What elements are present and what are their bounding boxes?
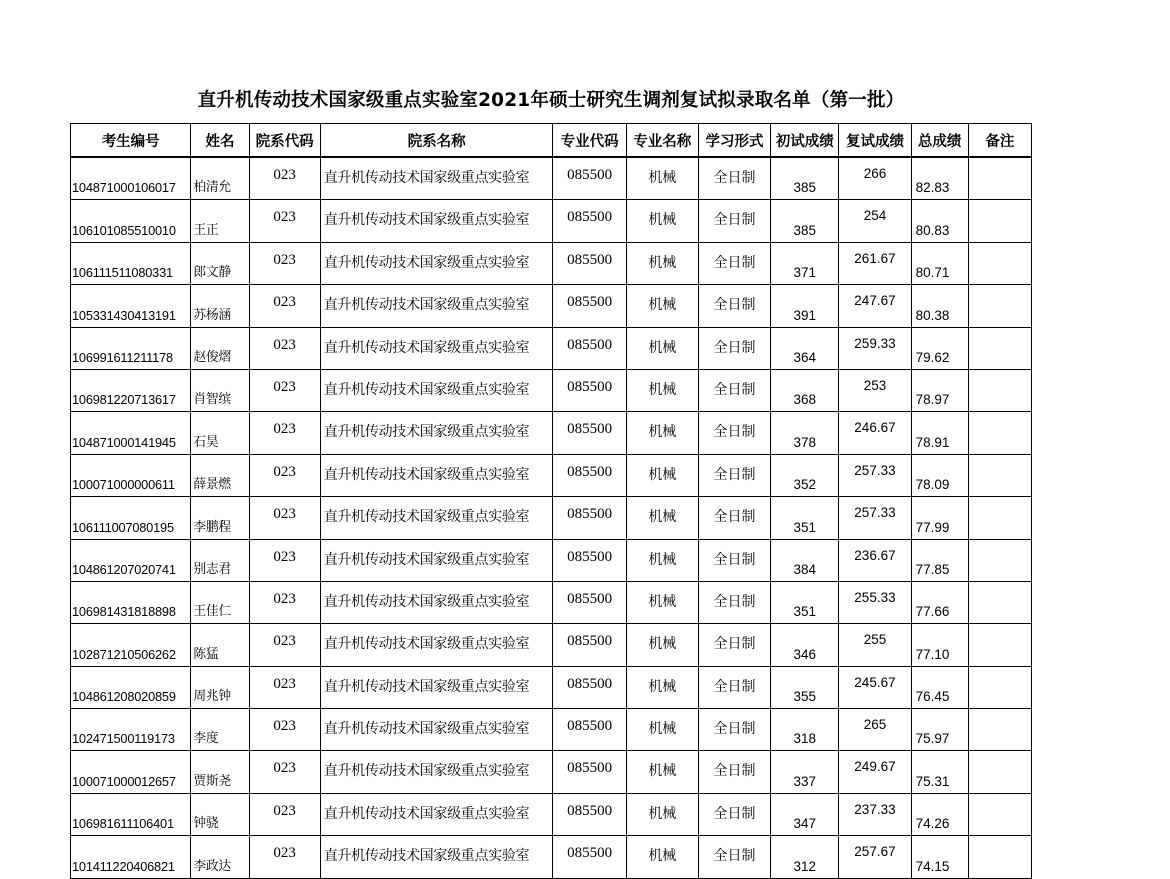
name-cell: 李度 <box>191 709 249 751</box>
major-code-cell: 085500 <box>553 497 626 539</box>
table-row <box>71 539 1032 581</box>
total-score-cell: 77.66 <box>911 581 968 623</box>
header-study-mode: 学习形式 <box>698 124 770 158</box>
initial-score-cell: 352 <box>771 454 839 496</box>
header-retest-score: 复试成绩 <box>839 124 911 158</box>
study-mode-cell: 全日制 <box>698 709 770 751</box>
retest-score-cell: 237.33 <box>839 793 911 835</box>
initial-score-cell: 351 <box>771 497 839 539</box>
note-cell <box>968 454 1031 496</box>
note-cell <box>968 709 1031 751</box>
candidate-id-cell: 101411220406821 <box>71 836 191 878</box>
major-code-cell: 085500 <box>553 242 626 284</box>
major-name-cell: 机械 <box>626 157 698 200</box>
total-score-cell: 77.85 <box>911 539 968 581</box>
major-code-cell: 085500 <box>553 751 626 793</box>
major-name-cell: 机械 <box>626 242 698 284</box>
total-score-cell: 77.10 <box>911 624 968 666</box>
total-score-cell: 78.91 <box>911 412 968 454</box>
study-mode-cell: 全日制 <box>698 751 770 793</box>
initial-score-cell: 385 <box>771 200 839 242</box>
candidate-id-cell: 104871000141945 <box>71 412 191 454</box>
major-name-cell: 机械 <box>626 624 698 666</box>
retest-score-cell: 265 <box>839 709 911 751</box>
major-code-cell: 085500 <box>553 709 626 751</box>
candidate-id-cell: 102471500119173 <box>71 709 191 751</box>
retest-score-cell: 257.33 <box>839 454 911 496</box>
candidate-id-cell: 106111007080195 <box>71 497 191 539</box>
dept-name-cell: 直升机传动技术国家级重点实验室 <box>320 666 553 708</box>
major-name-cell: 机械 <box>626 200 698 242</box>
total-score-cell: 75.31 <box>911 751 968 793</box>
study-mode-cell: 全日制 <box>698 242 770 284</box>
dept-code-cell: 023 <box>249 242 320 284</box>
note-cell <box>968 497 1031 539</box>
major-code-cell: 085500 <box>553 836 626 878</box>
total-score-cell: 78.09 <box>911 454 968 496</box>
candidate-id-cell: 102871210506262 <box>71 624 191 666</box>
study-mode-cell: 全日制 <box>698 412 770 454</box>
dept-code-cell: 023 <box>249 369 320 411</box>
major-name-cell: 机械 <box>626 751 698 793</box>
initial-score-cell: 368 <box>771 369 839 411</box>
retest-score-cell: 257.67 <box>839 836 911 878</box>
dept-code-cell: 023 <box>249 285 320 327</box>
dept-name-cell: 直升机传动技术国家级重点实验室 <box>320 709 553 751</box>
retest-score-cell: 247.67 <box>839 285 911 327</box>
dept-name-cell: 直升机传动技术国家级重点实验室 <box>320 751 553 793</box>
note-cell <box>968 751 1031 793</box>
name-cell: 陈猛 <box>191 624 249 666</box>
name-cell: 李鹏程 <box>191 497 249 539</box>
retest-score-cell: 236.67 <box>839 539 911 581</box>
total-score-cell: 82.83 <box>911 157 968 200</box>
dept-code-cell: 023 <box>249 497 320 539</box>
dept-code-cell: 023 <box>249 666 320 708</box>
candidate-id-cell: 104861207020741 <box>71 539 191 581</box>
initial-score-cell: 312 <box>771 836 839 878</box>
name-cell: 赵俊熠 <box>191 327 249 369</box>
table-row <box>71 157 1032 200</box>
name-cell: 柏清允 <box>191 157 249 200</box>
initial-score-cell: 351 <box>771 581 839 623</box>
total-score-cell: 78.97 <box>911 369 968 411</box>
table-row <box>71 412 1032 454</box>
initial-score-cell: 391 <box>771 285 839 327</box>
name-cell: 贾斯尧 <box>191 751 249 793</box>
study-mode-cell: 全日制 <box>698 285 770 327</box>
name-cell: 郎文静 <box>191 242 249 284</box>
total-score-cell: 76.45 <box>911 666 968 708</box>
note-cell <box>968 157 1031 200</box>
header-candidate-id: 考生编号 <box>71 124 191 158</box>
candidate-id-cell: 100071000012657 <box>71 751 191 793</box>
name-cell: 苏杨涵 <box>191 285 249 327</box>
major-name-cell: 机械 <box>626 497 698 539</box>
header-major-code: 专业代码 <box>553 124 626 158</box>
table-row <box>71 327 1032 369</box>
total-score-cell: 80.38 <box>911 285 968 327</box>
note-cell <box>968 369 1031 411</box>
note-cell <box>968 836 1031 878</box>
table-row <box>71 793 1032 835</box>
dept-code-cell: 023 <box>249 157 320 200</box>
major-code-cell: 085500 <box>553 793 626 835</box>
table-row <box>71 709 1032 751</box>
dept-code-cell: 023 <box>249 412 320 454</box>
major-code-cell: 085500 <box>553 624 626 666</box>
major-code-cell: 085500 <box>553 157 626 200</box>
dept-name-cell: 直升机传动技术国家级重点实验室 <box>320 793 553 835</box>
major-name-cell: 机械 <box>626 369 698 411</box>
study-mode-cell: 全日制 <box>698 581 770 623</box>
dept-code-cell: 023 <box>249 539 320 581</box>
initial-score-cell: 346 <box>771 624 839 666</box>
dept-code-cell: 023 <box>249 327 320 369</box>
name-cell: 王正 <box>191 200 249 242</box>
dept-code-cell: 023 <box>249 624 320 666</box>
dept-code-cell: 023 <box>249 200 320 242</box>
table-row <box>71 624 1032 666</box>
note-cell <box>968 539 1031 581</box>
retest-score-cell: 254 <box>839 200 911 242</box>
table-row <box>71 285 1032 327</box>
retest-score-cell: 255 <box>839 624 911 666</box>
note-cell <box>968 285 1031 327</box>
note-cell <box>968 242 1031 284</box>
major-code-cell: 085500 <box>553 327 626 369</box>
name-cell: 薛景燃 <box>191 454 249 496</box>
candidate-id-cell: 106981611106401 <box>71 793 191 835</box>
total-score-cell: 77.99 <box>911 497 968 539</box>
header-dept-code: 院系代码 <box>249 124 320 158</box>
note-cell <box>968 666 1031 708</box>
major-code-cell: 085500 <box>553 454 626 496</box>
candidate-id-cell: 106981220713617 <box>71 369 191 411</box>
retest-score-cell: 253 <box>839 369 911 411</box>
study-mode-cell: 全日制 <box>698 624 770 666</box>
study-mode-cell: 全日制 <box>698 497 770 539</box>
name-cell: 肖智缤 <box>191 369 249 411</box>
total-score-cell: 74.15 <box>911 836 968 878</box>
major-name-cell: 机械 <box>626 581 698 623</box>
table-row <box>71 454 1032 496</box>
retest-score-cell: 257.33 <box>839 497 911 539</box>
study-mode-cell: 全日制 <box>698 157 770 200</box>
dept-name-cell: 直升机传动技术国家级重点实验室 <box>320 454 553 496</box>
dept-code-cell: 023 <box>249 581 320 623</box>
note-cell <box>968 200 1031 242</box>
study-mode-cell: 全日制 <box>698 539 770 581</box>
study-mode-cell: 全日制 <box>698 327 770 369</box>
note-cell <box>968 624 1031 666</box>
dept-code-cell: 023 <box>249 793 320 835</box>
table-row <box>71 836 1032 878</box>
initial-score-cell: 378 <box>771 412 839 454</box>
dept-name-cell: 直升机传动技术国家级重点实验室 <box>320 836 553 878</box>
total-score-cell: 79.62 <box>911 327 968 369</box>
major-code-cell: 085500 <box>553 666 626 708</box>
major-name-cell: 机械 <box>626 454 698 496</box>
name-cell: 李政达 <box>191 836 249 878</box>
table-row <box>71 497 1032 539</box>
retest-score-cell: 255.33 <box>839 581 911 623</box>
study-mode-cell: 全日制 <box>698 836 770 878</box>
header-total-score: 总成绩 <box>911 124 968 158</box>
retest-score-cell: 259.33 <box>839 327 911 369</box>
major-name-cell: 机械 <box>626 327 698 369</box>
dept-name-cell: 直升机传动技术国家级重点实验室 <box>320 157 553 200</box>
initial-score-cell: 384 <box>771 539 839 581</box>
dept-name-cell: 直升机传动技术国家级重点实验室 <box>320 242 553 284</box>
major-name-cell: 机械 <box>626 412 698 454</box>
name-cell: 王佳仁 <box>191 581 249 623</box>
study-mode-cell: 全日制 <box>698 200 770 242</box>
dept-name-cell: 直升机传动技术国家级重点实验室 <box>320 412 553 454</box>
major-name-cell: 机械 <box>626 836 698 878</box>
candidate-id-cell: 104861208020859 <box>71 666 191 708</box>
dept-name-cell: 直升机传动技术国家级重点实验室 <box>320 200 553 242</box>
major-name-cell: 机械 <box>626 666 698 708</box>
name-cell: 周兆钟 <box>191 666 249 708</box>
name-cell: 钟骁 <box>191 793 249 835</box>
note-cell <box>968 793 1031 835</box>
header-dept-name: 院系名称 <box>320 124 553 158</box>
table-row <box>71 242 1032 284</box>
dept-name-cell: 直升机传动技术国家级重点实验室 <box>320 327 553 369</box>
header-initial-score: 初试成绩 <box>771 124 839 158</box>
table-row <box>71 666 1032 708</box>
retest-score-cell: 249.67 <box>839 751 911 793</box>
dept-name-cell: 直升机传动技术国家级重点实验室 <box>320 539 553 581</box>
major-code-cell: 085500 <box>553 581 626 623</box>
dept-code-cell: 023 <box>249 709 320 751</box>
major-code-cell: 085500 <box>553 412 626 454</box>
dept-code-cell: 023 <box>249 454 320 496</box>
initial-score-cell: 318 <box>771 709 839 751</box>
table-row <box>71 200 1032 242</box>
dept-name-cell: 直升机传动技术国家级重点实验室 <box>320 285 553 327</box>
header-name: 姓名 <box>191 124 249 158</box>
initial-score-cell: 385 <box>771 157 839 200</box>
study-mode-cell: 全日制 <box>698 454 770 496</box>
initial-score-cell: 355 <box>771 666 839 708</box>
dept-name-cell: 直升机传动技术国家级重点实验室 <box>320 497 553 539</box>
candidate-id-cell: 106101085510010 <box>71 200 191 242</box>
table-header-row <box>71 124 1032 158</box>
study-mode-cell: 全日制 <box>698 793 770 835</box>
initial-score-cell: 337 <box>771 751 839 793</box>
total-score-cell: 80.83 <box>911 200 968 242</box>
retest-score-cell: 245.67 <box>839 666 911 708</box>
dept-name-cell: 直升机传动技术国家级重点实验室 <box>320 581 553 623</box>
major-code-cell: 085500 <box>553 200 626 242</box>
total-score-cell: 80.71 <box>911 242 968 284</box>
table-row <box>71 581 1032 623</box>
retest-score-cell: 246.67 <box>839 412 911 454</box>
study-mode-cell: 全日制 <box>698 369 770 411</box>
candidate-id-cell: 104871000106017 <box>71 157 191 200</box>
dept-code-cell: 023 <box>249 751 320 793</box>
retest-score-cell: 266 <box>839 157 911 200</box>
table-row <box>71 751 1032 793</box>
dept-name-cell: 直升机传动技术国家级重点实验室 <box>320 624 553 666</box>
note-cell <box>968 412 1031 454</box>
name-cell: 石昊 <box>191 412 249 454</box>
major-name-cell: 机械 <box>626 539 698 581</box>
candidate-id-cell: 105331430413191 <box>71 285 191 327</box>
retest-score-cell: 261.67 <box>839 242 911 284</box>
total-score-cell: 74.26 <box>911 793 968 835</box>
initial-score-cell: 347 <box>771 793 839 835</box>
dept-code-cell: 023 <box>249 836 320 878</box>
candidate-id-cell: 100071000000611 <box>71 454 191 496</box>
major-code-cell: 085500 <box>553 369 626 411</box>
major-name-cell: 机械 <box>626 709 698 751</box>
candidate-id-cell: 106981431818898 <box>71 581 191 623</box>
initial-score-cell: 364 <box>771 327 839 369</box>
note-cell <box>968 327 1031 369</box>
header-note: 备注 <box>968 124 1031 158</box>
dept-name-cell: 直升机传动技术国家级重点实验室 <box>320 369 553 411</box>
admission-table <box>70 123 1032 879</box>
candidate-id-cell: 106111511080331 <box>71 242 191 284</box>
candidate-id-cell: 106991611211178 <box>71 327 191 369</box>
major-code-cell: 085500 <box>553 285 626 327</box>
header-major-name: 专业名称 <box>626 124 698 158</box>
table-row <box>71 369 1032 411</box>
name-cell: 别志君 <box>191 539 249 581</box>
note-cell <box>968 581 1031 623</box>
study-mode-cell: 全日制 <box>698 666 770 708</box>
total-score-cell: 75.97 <box>911 709 968 751</box>
page-title: 直升机传动技术国家级重点实验室2021年硕士研究生调剂复试拟录取名单（第一批） <box>197 90 905 111</box>
major-code-cell: 085500 <box>553 539 626 581</box>
initial-score-cell: 371 <box>771 242 839 284</box>
major-name-cell: 机械 <box>626 285 698 327</box>
major-name-cell: 机械 <box>626 793 698 835</box>
